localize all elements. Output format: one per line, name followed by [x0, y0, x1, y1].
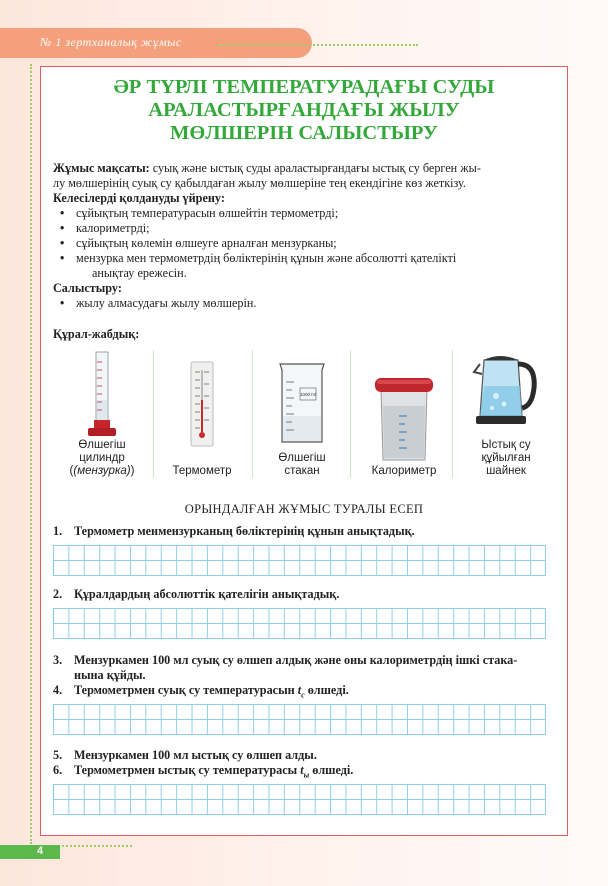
task-3 [53, 653, 557, 669]
answer-grid[interactable] [53, 545, 546, 576]
answer-grid[interactable] [53, 784, 546, 815]
calorimeter-icon [369, 376, 439, 464]
task-number: 5. [53, 748, 63, 762]
beaker-icon [274, 360, 330, 446]
compare-heading: Салыстыру: [53, 281, 122, 295]
equipment-item [454, 350, 558, 478]
thermometer-icon [187, 360, 217, 450]
temp-variable: t [297, 683, 302, 697]
task-number: 1. [53, 524, 63, 538]
equipment-label: Термометр [172, 465, 232, 477]
task-text: Термометрмен ыстық су температурасы [74, 763, 301, 777]
compare-item: • жылу алмасудағы жылу мөлшерін. [76, 296, 556, 312]
dotted-rule [218, 44, 418, 46]
task-1 [53, 524, 557, 540]
task-text: Термометрмен суық су температурасын [74, 683, 298, 697]
equipment-label: Өлшегіш [278, 452, 326, 464]
page-number: 4 [37, 845, 44, 857]
task-text: Құралдардың абсолюттік қателігін анықтадық. [74, 587, 340, 601]
task-number: 2. [53, 587, 63, 601]
equipment-row [54, 350, 560, 480]
task-text: Мензуркамен 100 мл суық су өлшеп алдық және оны калориметрдің ішкі стака- [74, 653, 518, 667]
lab-tab-label: № 1 зертханалық жұмыс [40, 35, 182, 49]
equipment-label: Өлшегіш [78, 439, 126, 451]
answer-grid[interactable] [53, 704, 546, 735]
title-line-3: МӨЛШЕРІН САЛЫСТЫРУ [170, 122, 438, 144]
equipment-label: шайнек [486, 465, 526, 477]
learn-heading: Келесілерді қолдануды үйрену: [53, 191, 225, 205]
page-title [40, 76, 568, 145]
beaker-marking: 1000 ml [299, 392, 317, 397]
dotted-rule [62, 845, 132, 847]
equipment-label: стакан [284, 465, 320, 477]
equipment-label: цилиндр [79, 452, 125, 464]
kettle-icon [470, 350, 542, 426]
equipment-label: Калориметр [371, 465, 437, 477]
measuring-cylinder-icon [82, 350, 122, 440]
page-number-badge [0, 845, 60, 859]
goal-text-1: суық және ыстық суды араластырғандағы ыстық су берген жы- [149, 161, 481, 175]
equipment-item [154, 350, 250, 478]
task-number: 6. [53, 763, 63, 777]
task-4 [53, 683, 557, 703]
equipment-label-italic: (мензурка) [73, 465, 131, 477]
learn-item-4-cont: анықтау ережесін. [92, 266, 187, 280]
equipment-heading: Құрал-жабдық: [53, 327, 140, 341]
task-text: Мензуркамен 100 мл ыстық су өлшеп алды. [74, 748, 317, 762]
learn-item-4: • мензурка мен термометрдің бөліктерінің құнын және абсолютті қателікті [76, 251, 556, 267]
learn-item-1: • сұйықтың температурасын өлшейтін термометрді; [76, 206, 556, 222]
title-line-2: АРАЛАСТЫРҒАНДАҒЫ ЖЫЛУ [148, 99, 460, 121]
report-heading: ОРЫНДАЛҒАН ЖҰМЫС ТУРАЛЫ ЕСЕП [184, 502, 424, 516]
learn-item-3: • сұйықтың көлемін өлшеуге арналған мензурканы; [76, 236, 556, 252]
task-text-after: өлшеді. [309, 763, 354, 777]
task-5 [53, 748, 557, 764]
equipment-item [252, 350, 352, 478]
answer-grid[interactable] [53, 608, 546, 639]
task-3-cont: нына құйды. [74, 668, 146, 682]
task-number: 4. [53, 683, 63, 697]
learn-item-2: • калориметрді; [76, 221, 556, 237]
equipment-label: Ыстық су [481, 439, 531, 451]
task-text-after: өлшеді. [304, 683, 349, 697]
goal-line-2: лу мөлшерінің суық су қабылдаған жылу мөлшеріне тең екендігіне көз жеткізу. [53, 176, 466, 190]
temp-variable: t [300, 763, 304, 777]
task-text: Термометр менмензурканың бөліктерінің құнын анықтадық. [74, 524, 415, 538]
temp-subscript: ы [303, 770, 310, 780]
task-6 [53, 763, 557, 783]
task-number: 3. [53, 653, 63, 667]
dotted-margin-line [30, 64, 32, 844]
task-2 [53, 587, 557, 603]
equipment-label: ((мензурка)) [69, 465, 135, 477]
title-line-1: ӘР ТҮРЛІ ТЕМПЕРАТУРАДАҒЫ СУДЫ [113, 76, 495, 98]
equipment-item [54, 350, 150, 478]
temp-subscript: с [301, 690, 305, 700]
equipment-item [354, 350, 454, 478]
equipment-label: құйылған [481, 452, 531, 464]
goal-label: Жұмыс мақсаты: [53, 161, 150, 175]
goal-line-1 [53, 161, 557, 177]
